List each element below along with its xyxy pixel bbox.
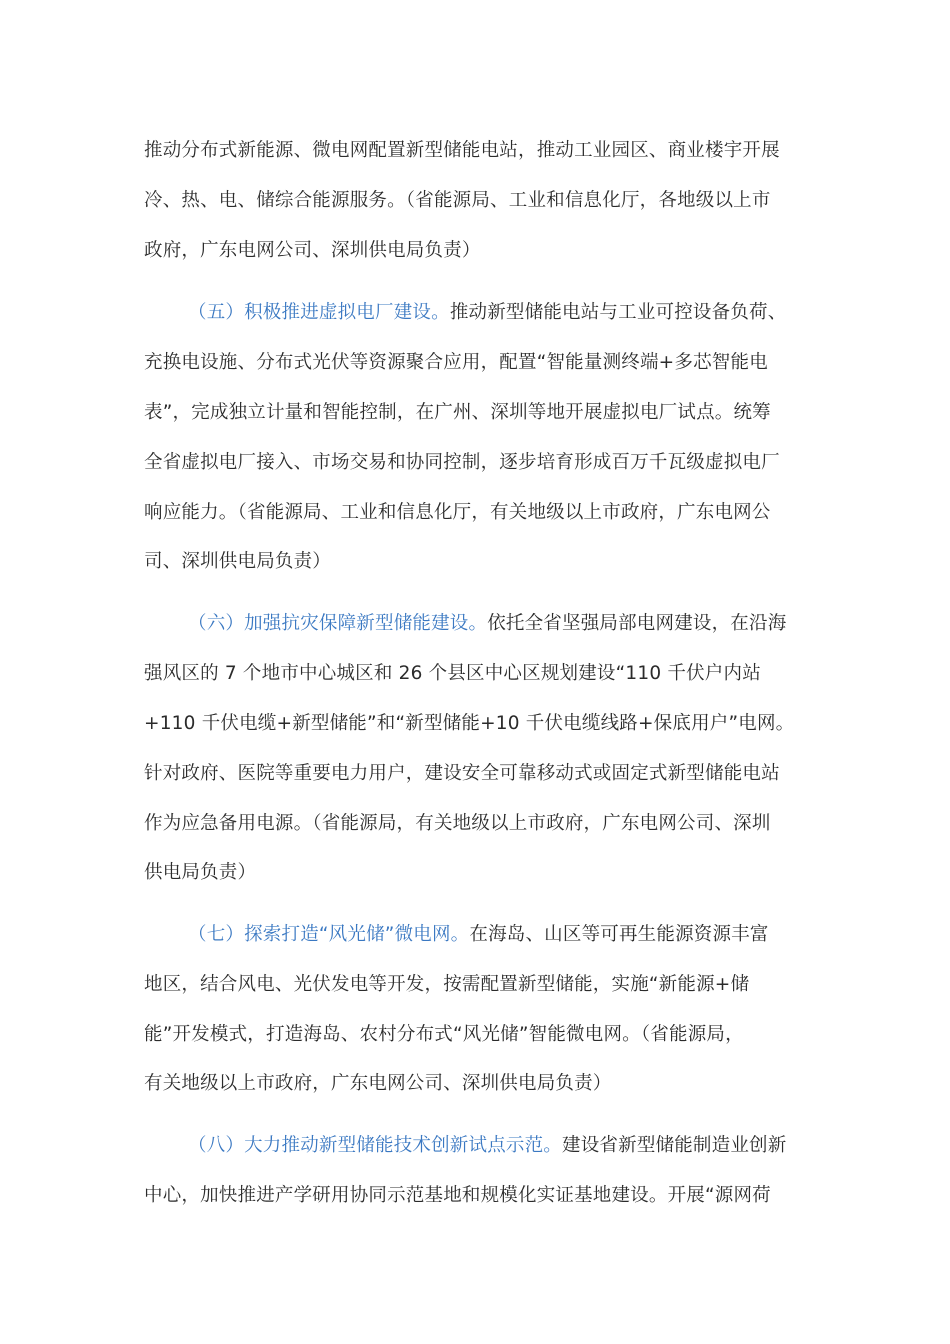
section-6-line: +110 千伏电缆+新型储能”和“新型储能+10 千伏电缆线路+保底用户”电网。 xyxy=(144,713,795,734)
intro-line-2: 冷、热、电、储综合能源服务。（省能源局、工业和信息化厅，各地级以上市 xyxy=(144,190,771,211)
section-5-first-line-text: 推动新型储能电站与工业可控设备负荷、 xyxy=(449,302,787,323)
section-5-line: 司、深圳供电局负责） xyxy=(144,551,332,572)
intro-line-1: 推动分布式新能源、微电网配置新型储能电站，推动工业园区、商业楼宇开展 xyxy=(144,140,780,161)
section-7-line: 地区，结合风电、光伏发电等开发，按需配置新型储能，实施“新能源+储 xyxy=(144,974,750,995)
section-7-line: 能”开发模式，打造海岛、农村分布式“风光储”智能微电网。（省能源局， xyxy=(144,1024,744,1045)
section-7-line: 有关地级以上市政府，广东电网公司、深圳供电局负责） xyxy=(144,1073,612,1094)
section-5-line: 响应能力。（省能源局、工业和信息化厅，有关地级以上市政府，广东电网公 xyxy=(144,502,771,523)
section-6-first-line xyxy=(188,611,786,637)
section-8-line: 中心，加快推进产学研用协同示范基地和规模化实证基地建设。开展“源网荷 xyxy=(144,1185,771,1206)
section-5-line: 表”，完成独立计量和智能控制，在广州、深圳等地开展虚拟电厂试点。统筹 xyxy=(144,402,771,423)
section-8-first-line-text: 建设省新型储能制造业创新 xyxy=(562,1135,787,1156)
section-5-line: 全省虚拟电厂接入、市场交易和协同控制，逐步培育形成百万千瓦级虚拟电厂 xyxy=(144,452,780,473)
section-7-heading: （七）探索打造“风光储”微电网。 xyxy=(188,924,470,945)
section-8-heading: （八）大力推动新型储能技术创新试点示范。 xyxy=(188,1135,563,1156)
intro-line-3: 政府，广东电网公司、深圳供电局负责） xyxy=(144,240,481,261)
section-6-line: 针对政府、医院等重要电力用户，建设安全可靠移动式或固定式新型储能电站 xyxy=(144,763,780,784)
section-7-first-line xyxy=(188,922,769,948)
section-6-line: 作为应急备用电源。（省能源局，有关地级以上市政府，广东电网公司、深圳 xyxy=(144,813,771,834)
section-6-line: 供电局负责） xyxy=(144,862,257,883)
section-7-first-line-text: 在海岛、山区等可再生能源资源丰富 xyxy=(469,924,769,945)
section-8-first-line xyxy=(188,1133,786,1159)
section-5-heading: （五）积极推进虚拟电厂建设。 xyxy=(188,302,450,323)
section-6-first-line-text: 依托全省坚强局部电网建设，在沿海 xyxy=(487,613,787,634)
section-5-line: 充换电设施、分布式光伏等资源聚合应用，配置“智能量测终端+多芯智能电 xyxy=(144,352,768,373)
section-6-heading: （六）加强抗灾保障新型储能建设。 xyxy=(188,613,488,634)
section-6-line: 强风区的 7 个地市中心城区和 26 个县区中心区规划建设“110 千伏户内站 xyxy=(144,663,761,684)
section-5-first-line xyxy=(188,300,786,326)
